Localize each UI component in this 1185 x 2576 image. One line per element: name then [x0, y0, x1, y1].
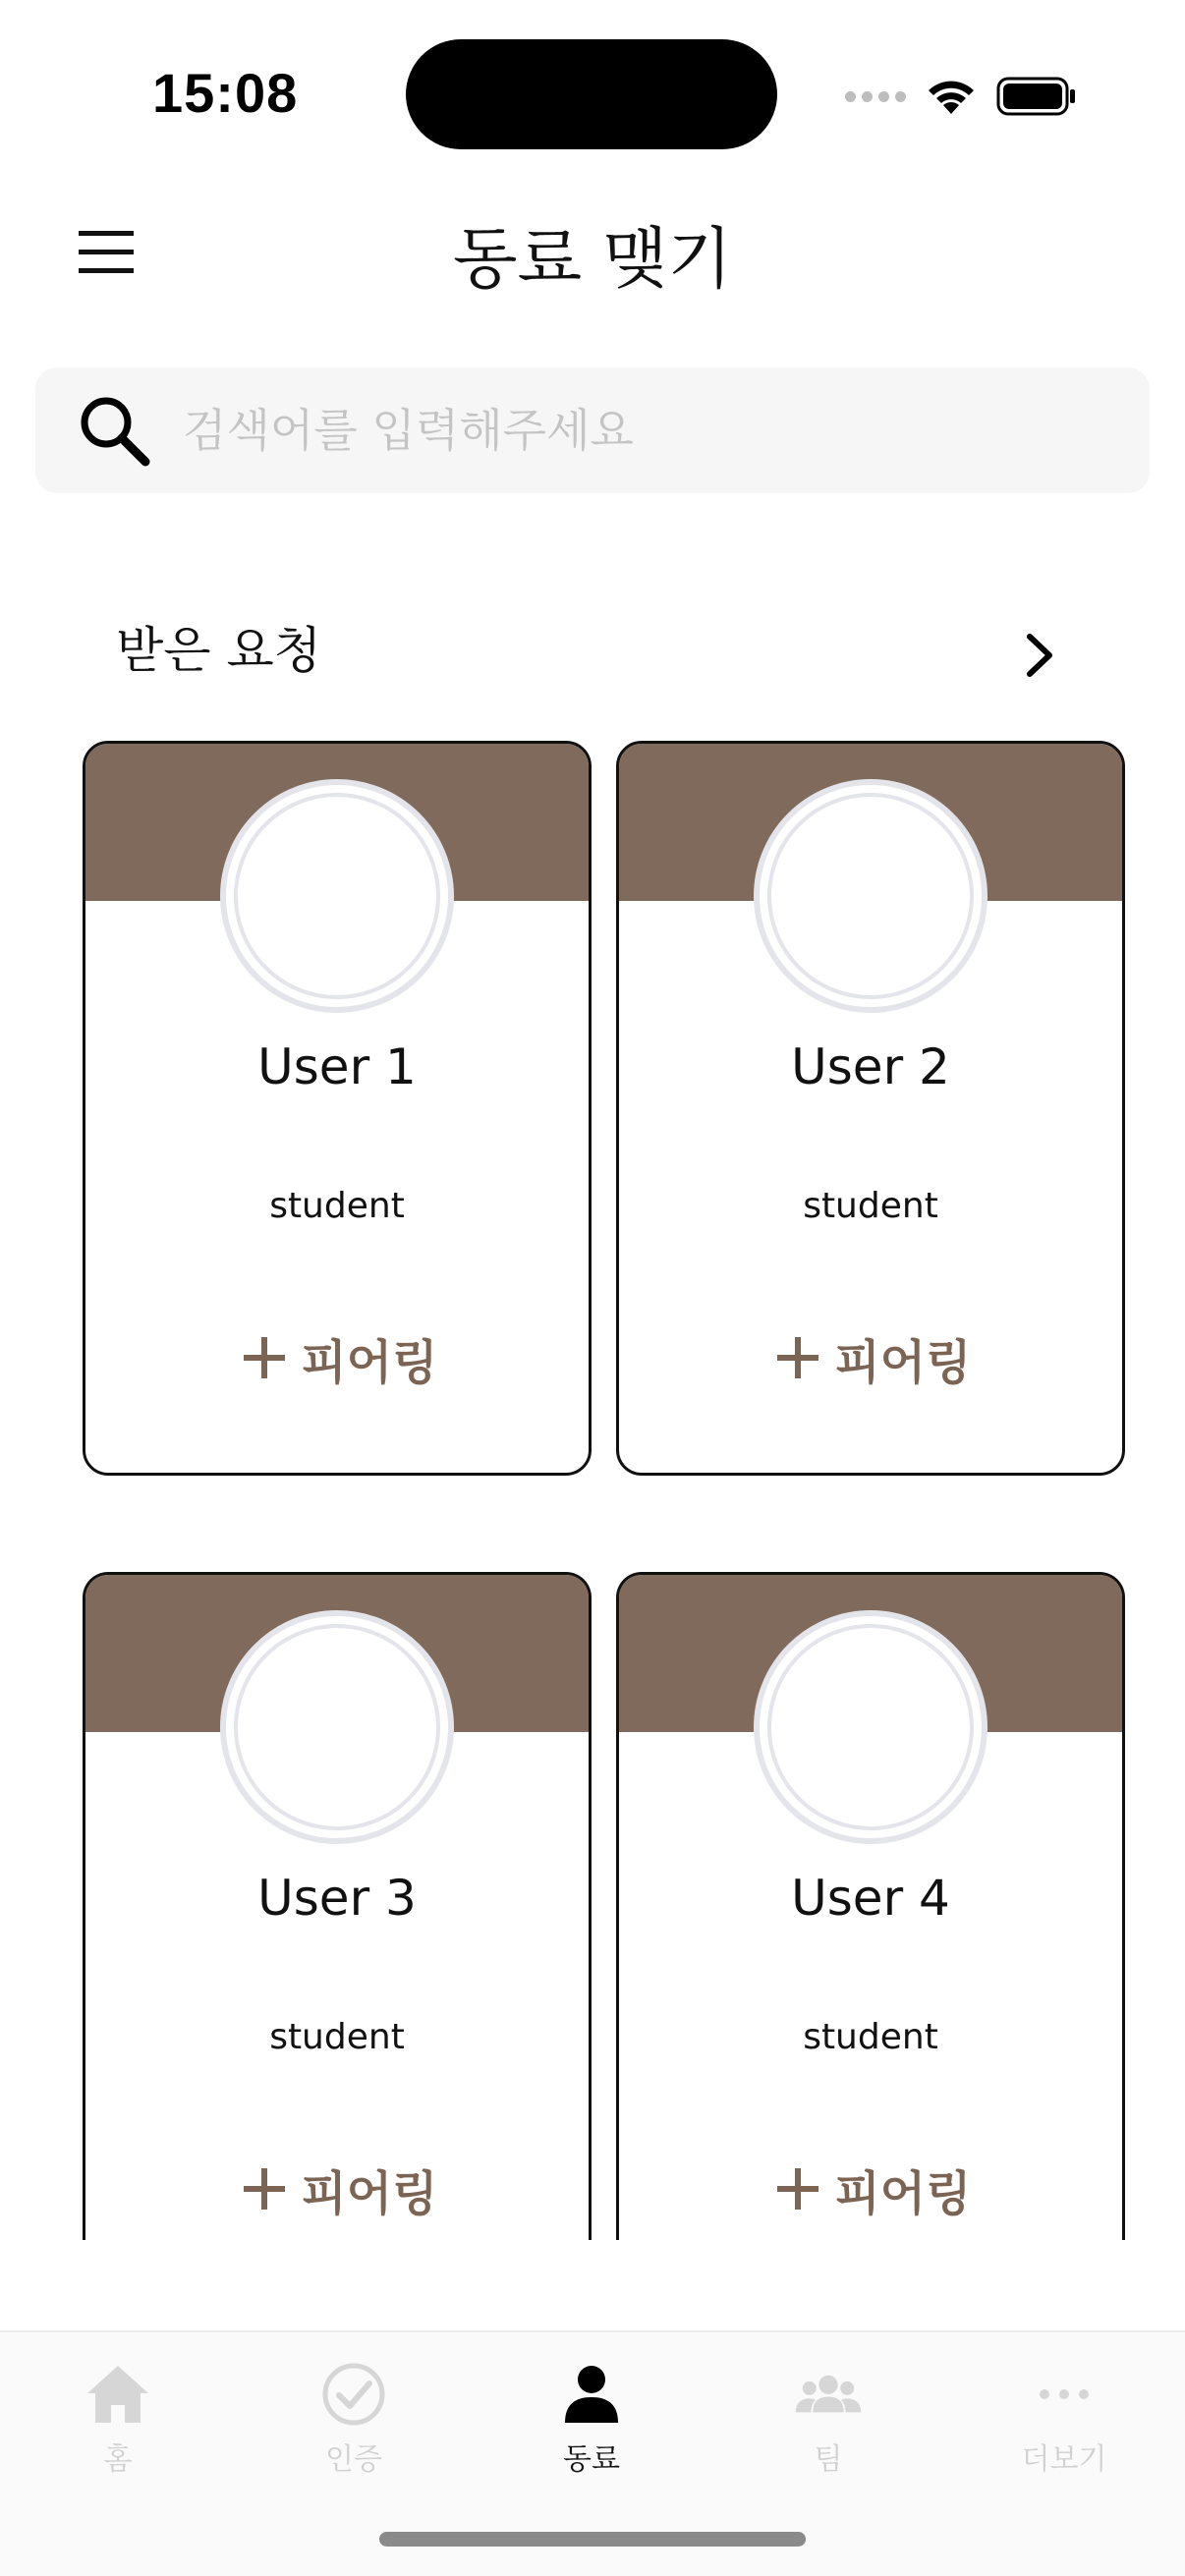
tab-label: 팀: [814, 2442, 843, 2477]
dynamic-island: [406, 39, 777, 149]
tab-verify[interactable]: [255, 2360, 452, 2497]
avatar: [220, 1610, 454, 1844]
search-box[interactable]: [35, 367, 1150, 493]
search-input[interactable]: [183, 397, 1106, 464]
avatar: [754, 779, 988, 1013]
avatar: [754, 1610, 988, 1844]
search-icon: [77, 393, 151, 468]
plus-icon: [242, 2166, 287, 2212]
peering-label: 피어링: [834, 1334, 972, 1390]
peering-button[interactable]: [726, 2145, 1021, 2233]
person-icon: [557, 2360, 626, 2429]
tab-label: 홈: [103, 2442, 133, 2477]
group-icon: [794, 2360, 863, 2429]
user-card[interactable]: [616, 1572, 1125, 2240]
tab-label: 동료: [563, 2442, 620, 2477]
tab-more[interactable]: [966, 2360, 1162, 2497]
home-indicator: [379, 2532, 806, 2547]
user-role: student: [803, 2017, 938, 2057]
avatar: [220, 779, 454, 1013]
user-card[interactable]: [83, 1572, 592, 2240]
plus-icon: [242, 1335, 287, 1380]
wifi-icon: [926, 77, 977, 116]
cellular-signal-icon: [845, 91, 906, 102]
tab-label: 인증: [325, 2442, 382, 2477]
check-circle-icon: [319, 2360, 388, 2429]
peering-label: 피어링: [301, 2165, 438, 2221]
page-title: 동료 맺기: [452, 221, 733, 299]
user-name: User 4: [791, 1870, 950, 1927]
status-time: 15:08: [152, 62, 299, 124]
user-card[interactable]: [616, 741, 1125, 1476]
user-role: student: [269, 2017, 405, 2057]
peering-button[interactable]: [193, 1314, 487, 1402]
user-name: User 2: [791, 1038, 950, 1095]
home-icon: [84, 2360, 152, 2429]
peering-button[interactable]: [726, 1314, 1021, 1402]
peering-label: 피어링: [834, 2165, 972, 2221]
tab-home[interactable]: [20, 2360, 216, 2497]
tab-peers[interactable]: [493, 2360, 690, 2497]
peering-label: 피어링: [301, 1334, 438, 1390]
plus-icon: [775, 1335, 820, 1380]
plus-icon: [775, 2166, 820, 2212]
battery-icon: [996, 76, 1077, 117]
more-icon: [1030, 2360, 1099, 2429]
tab-team[interactable]: [730, 2360, 927, 2497]
user-card[interactable]: [83, 741, 592, 1476]
tab-label: 더보기: [1021, 2442, 1107, 2477]
user-role: student: [803, 1186, 938, 1226]
user-name: User 1: [257, 1038, 417, 1095]
user-name: User 3: [257, 1870, 417, 1927]
user-role: student: [269, 1186, 405, 1226]
status-icons: [845, 69, 1077, 124]
peering-button[interactable]: [193, 2145, 487, 2233]
received-requests-label: 받은 요청: [116, 622, 322, 679]
chevron-right-icon[interactable]: [1020, 631, 1059, 680]
received-requests-row[interactable]: [116, 601, 1059, 700]
